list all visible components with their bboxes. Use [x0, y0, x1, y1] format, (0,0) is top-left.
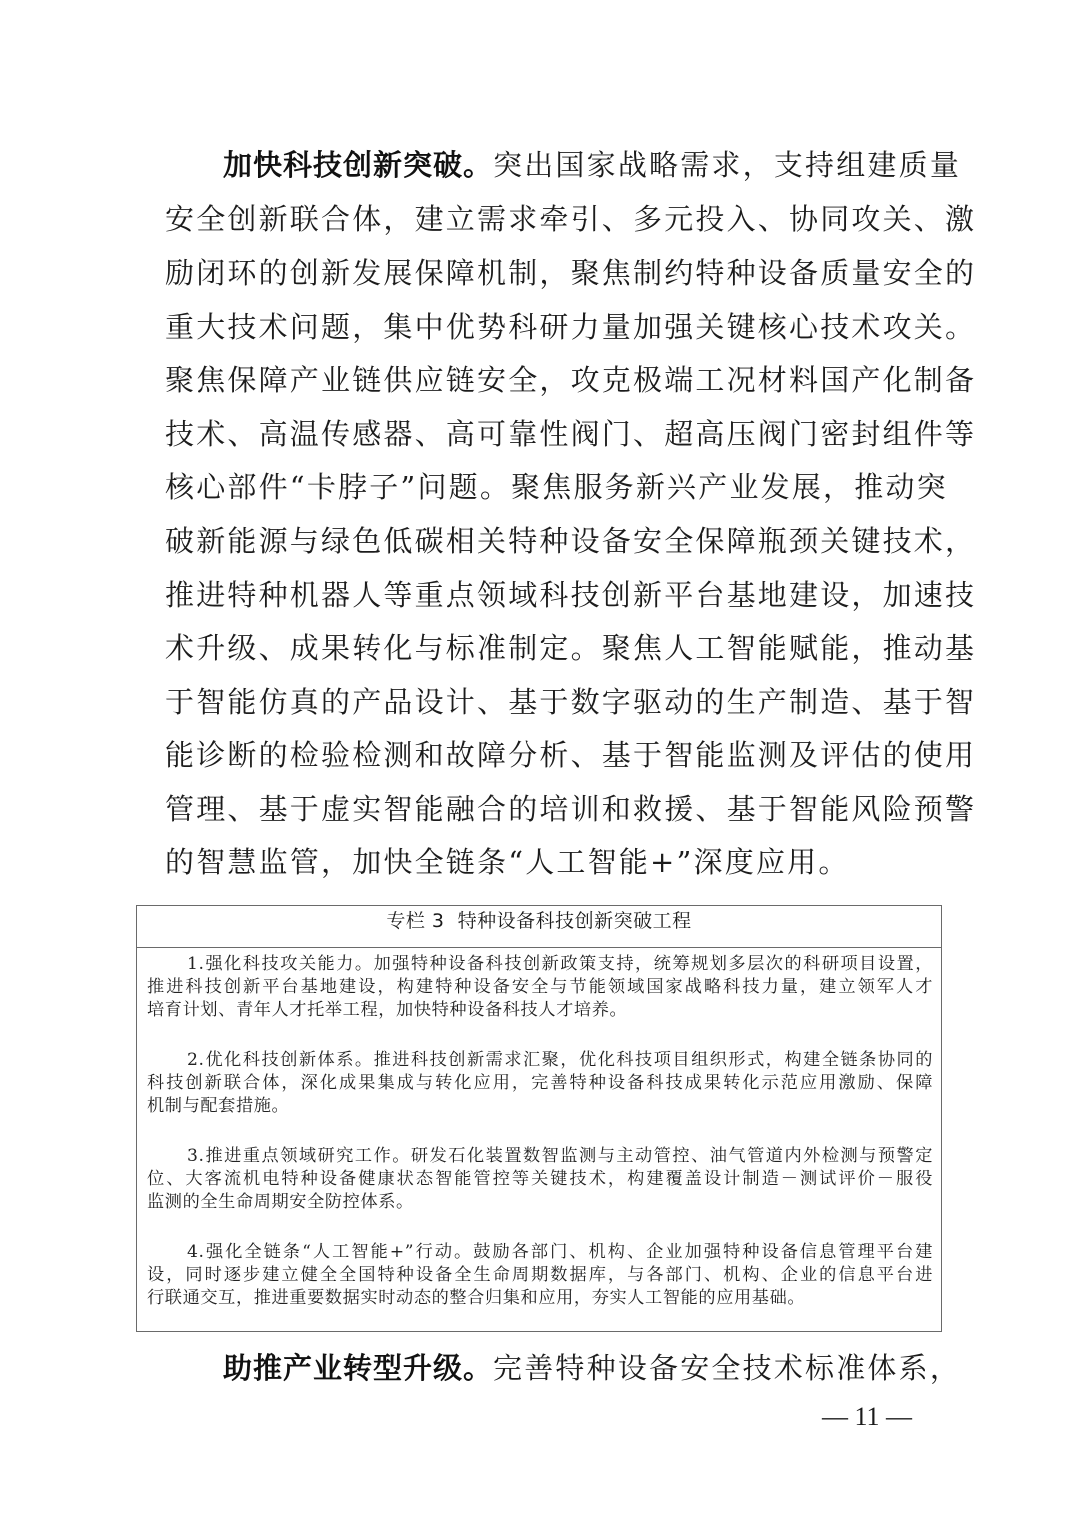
- box-item-line: 位、大客流机电特种设备健康状态智能管控等关键技术，构建覆盖设计制造－测试评价－服役: [147, 1169, 933, 1189]
- box-item-line: 推进科技创新平台基地建设，构建特种设备安全与节能领域国家战略科技力量，建立领军人才: [147, 977, 933, 997]
- paragraph-line: 安全创新联合体，建立需求牵引、多元投入、协同攻关、激: [165, 202, 977, 236]
- paragraph-text: 完善特种设备安全技术标准体系，: [493, 1351, 962, 1385]
- paragraph-line: 能诊断的检验检测和故障分析、基于智能监测及评估的使用: [165, 738, 977, 772]
- box-item-line: 设，同时逐步建立健全全国特种设备全生命周期数据库，与各部门、机构、企业的信息平台进: [147, 1265, 933, 1285]
- paragraph-line: [165, 145, 962, 185]
- box-item-line: 3.推进重点领域研究工作。研发石化装置数智监测与主动管控、油气管道内外检测与预警定: [187, 1146, 933, 1166]
- box-item-line: 1.强化科技攻关能力。加强特种设备科技创新政策支持，统筹规划多层次的科研项目设置，: [187, 954, 933, 974]
- box-item-line: 监测的全生命周期安全防控体系。: [147, 1192, 414, 1212]
- box-item-line: 培育计划、青年人才托举工程，加快特种设备科技人才培养。: [147, 1000, 628, 1020]
- paragraph-lead-heading: 加快科技创新突破。: [223, 148, 494, 182]
- box-item-line: 科技创新联合体，深化成果集成与转化应用，完善特种设备科技成果转化示范应用激励、保障: [147, 1073, 933, 1093]
- paragraph-text: 突出国家战略需求，支持组建质量: [493, 148, 962, 182]
- paragraph-line: 的智慧监管，加快全链条“人工智能+”深度应用。: [165, 845, 850, 879]
- feature-box-title-text: 专栏 3 特种设备科技创新突破工程: [386, 910, 692, 932]
- box-item-line: 行联通交互，推进重要数据实时动态的整合归集和应用，夯实人工智能的应用基础。: [147, 1288, 806, 1308]
- paragraph-line: 核心部件“卡脖子”问题。聚焦服务新兴产业发展，推动突: [165, 470, 948, 504]
- paragraph-line: [165, 1348, 962, 1388]
- paragraph-line: 推进特种机器人等重点领域科技创新平台基地建设，加速技: [165, 578, 977, 612]
- paragraph-line: 励闭环的创新发展保障机制，聚焦制约特种设备质量安全的: [165, 256, 977, 290]
- paragraph-line: 聚焦保障产业链供应链安全，攻克极端工况材料国产化制备: [165, 363, 977, 397]
- paragraph-line: 技术、高温传感器、高可靠性阀门、超高压阀门密封组件等: [165, 417, 977, 451]
- paragraph-line: 于智能仿真的产品设计、基于数字驱动的生产制造、基于智: [165, 685, 977, 719]
- page-number: — 11 —: [821, 1402, 913, 1431]
- feature-box-title: [137, 906, 941, 948]
- box-item-line: 4.强化全链条“人工智能+”行动。鼓励各部门、机构、企业加强特种设备信息管理平台建: [187, 1242, 933, 1262]
- paragraph-line: 重大技术问题，集中优势科研力量加强关键核心技术攻关。: [165, 310, 977, 344]
- paragraph-lead-heading: 助推产业转型升级。: [223, 1351, 494, 1385]
- box-item-line: 2.优化科技创新体系。推进科技创新需求汇聚，优化科技项目组织形式，构建全链条协同的: [187, 1050, 933, 1070]
- feature-box: [136, 905, 942, 1332]
- box-item-line: 机制与配套措施。: [147, 1096, 290, 1116]
- paragraph-line: 管理、基于虚实智能融合的培训和救援、基于智能风险预警: [165, 792, 977, 826]
- paragraph-line: 破新能源与绿色低碳相关特种设备安全保障瓶颈关键技术，: [165, 524, 977, 558]
- paragraph-line: 术升级、成果转化与标准制定。聚焦人工智能赋能，推动基: [165, 631, 977, 665]
